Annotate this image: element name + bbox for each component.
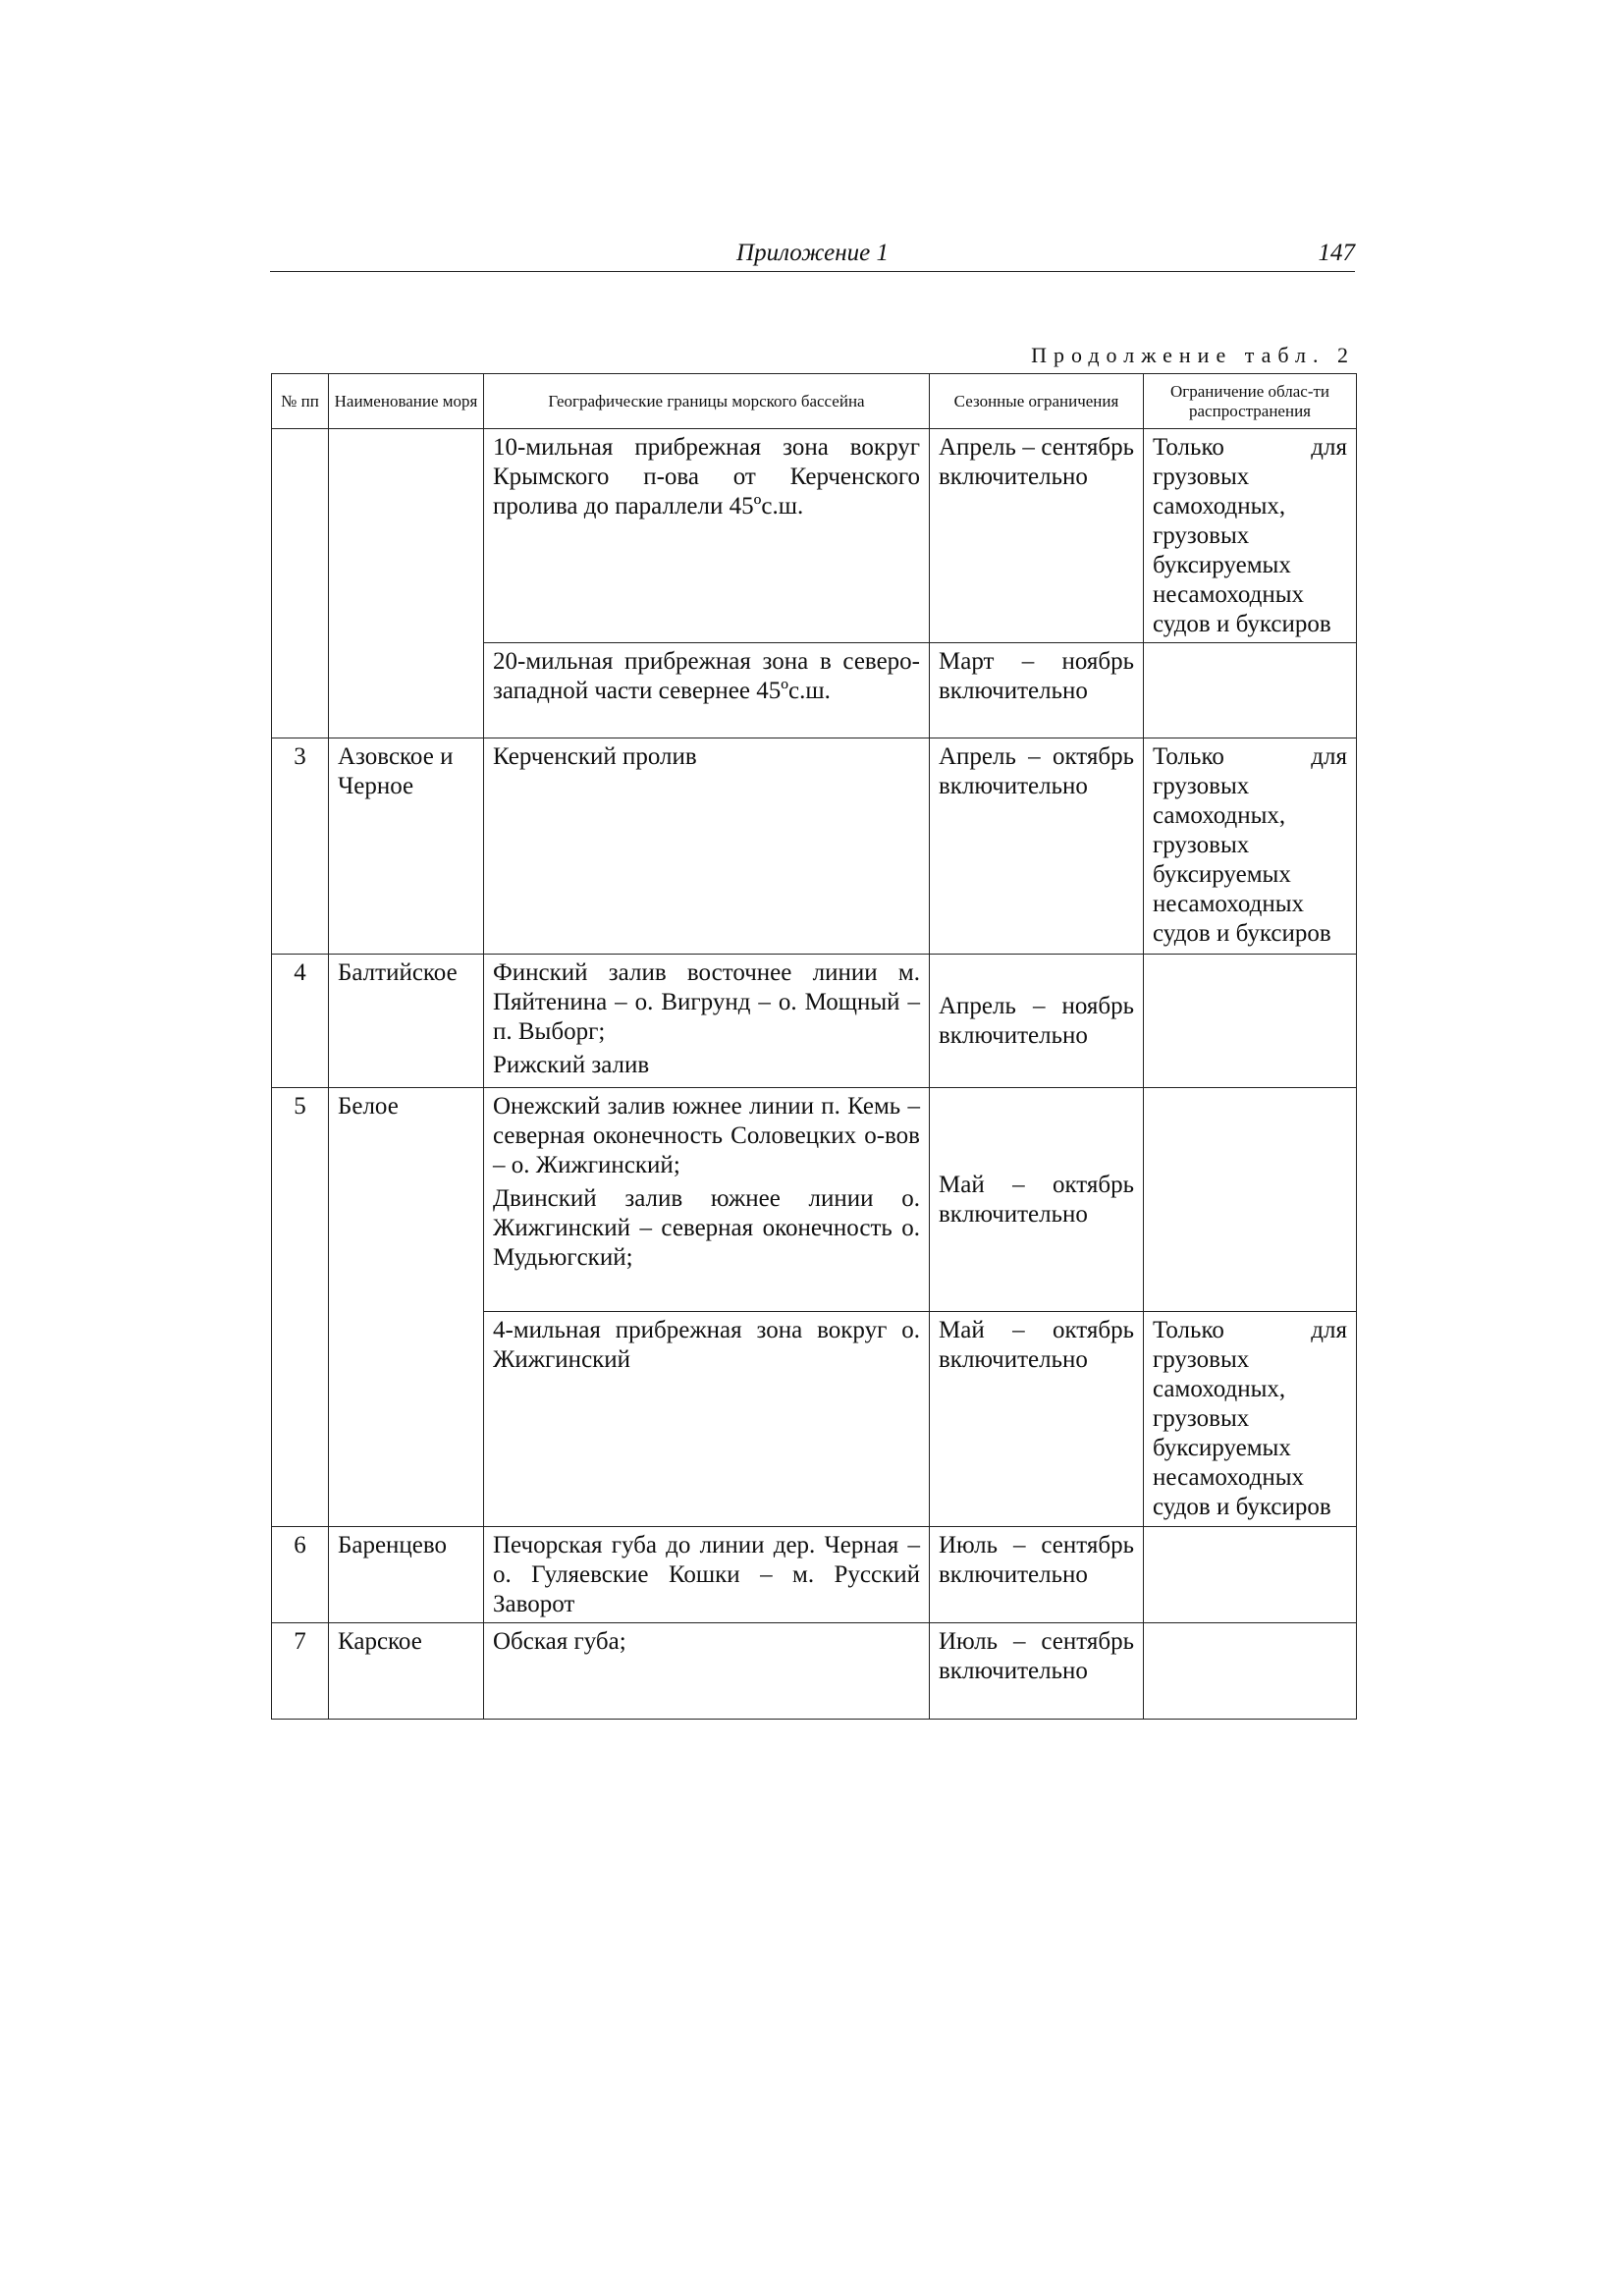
season-limits: Июль – сентябрь включительно — [930, 1527, 1144, 1623]
geo-bounds-text: 20-мильная прибрежная зона в северо-западной части севернее 45ºс.ш. — [493, 648, 920, 704]
table-header-row — [272, 374, 1357, 429]
sea-name: Баренцево — [329, 1527, 484, 1623]
geo-bounds-text: 4-мильная прибрежная зона вокруг о. Жижгинский — [493, 1317, 920, 1373]
geo-bounds — [484, 429, 930, 643]
geo-bounds — [484, 738, 930, 955]
area-limits: Только для грузовых самоходных, грузовых буксируемых несамоходных судов и буксиров — [1144, 1312, 1357, 1527]
geo-bounds — [484, 955, 930, 1088]
area-limits — [1144, 1088, 1357, 1312]
row-number: 6 — [272, 1527, 329, 1623]
geo-bounds — [484, 1527, 930, 1623]
col-header-number: № пп — [272, 374, 329, 429]
area-limits — [1144, 1527, 1357, 1623]
geo-bounds-text: Онежский залив южнее линии п. Кемь – северная оконечность Соловецких о-вов – о. Жижгинский; — [493, 1093, 920, 1178]
geo-bounds-text: Обская губа; — [493, 1628, 626, 1655]
season-limits: Апрель – октябрь включительно — [930, 738, 1144, 955]
geo-bounds-text: Финский залив восточнее линии м. Пяйтенина – о. Вигрунд – о. Мощный – п. Выборг; — [493, 959, 920, 1045]
page-number: 147 — [1318, 240, 1355, 266]
area-limits: Только для грузовых самоходных, грузовых буксируемых несамоходных судов и буксиров — [1144, 429, 1357, 643]
geo-bounds — [484, 1623, 930, 1720]
geo-bounds — [484, 643, 930, 738]
row-number: 3 — [272, 738, 329, 955]
col-header-season: Сезонные ограничения — [930, 374, 1144, 429]
sea-name: Карское — [329, 1623, 484, 1720]
geo-bounds-text: Печорская губа до линии дер. Черная – о. Гуляевские Кошки – м. Русский Заворот — [493, 1532, 920, 1617]
col-header-limit: Ограничение облас-ти распространения — [1144, 374, 1357, 429]
season-limits: Апрель – сентябрь включительно — [930, 429, 1144, 643]
row-number: 7 — [272, 1623, 329, 1720]
row-number — [272, 429, 329, 738]
area-limits — [1144, 643, 1357, 738]
season-limits: Июль – сентябрь включительно — [930, 1623, 1144, 1720]
sea-name — [329, 429, 484, 738]
geo-bounds-text: Керченский пролив — [493, 743, 697, 770]
geo-bounds — [484, 1312, 930, 1527]
table-row — [272, 738, 1357, 955]
area-limits: Только для грузовых самоходных, грузовых буксируемых несамоходных судов и буксиров — [1144, 738, 1357, 955]
table-row — [272, 1088, 1357, 1312]
table-row — [272, 429, 1357, 643]
season-limits: Апрель – ноябрь включительно — [930, 955, 1144, 1088]
table-row — [272, 955, 1357, 1088]
row-number: 4 — [272, 955, 329, 1088]
geo-bounds-text: 10-мильная прибрежная зона вокруг Крымского п-ова от Керченского пролива до параллели 45ºс.ш. — [493, 434, 920, 519]
col-header-geo: Географические границы морского бассейна — [484, 374, 930, 429]
table-caption: Продолжение табл. 2 — [1031, 343, 1355, 367]
season-limits: Март – ноябрь включительно — [930, 643, 1144, 738]
table-row — [272, 1623, 1357, 1720]
geo-bounds — [484, 1088, 930, 1312]
area-limits — [1144, 955, 1357, 1088]
sea-name: Балтийское — [329, 955, 484, 1088]
geo-bounds-text: Рижский залив — [493, 1052, 650, 1078]
geo-bounds-text: Двинский залив южнее линии о. Жижгинский – северная оконечность о. Мудьюгский; — [493, 1185, 920, 1271]
row-number: 5 — [272, 1088, 329, 1527]
table-row — [272, 1527, 1357, 1623]
page-header — [270, 240, 1355, 272]
area-limits — [1144, 1623, 1357, 1720]
sea-limits-table — [271, 373, 1357, 1720]
season-limits: Май – октябрь включительно — [930, 1088, 1144, 1312]
sea-name: Белое — [329, 1088, 484, 1527]
sea-name: Азовское и Черное — [329, 738, 484, 955]
header-title: Приложение 1 — [736, 240, 889, 266]
season-limits: Май – октябрь включительно — [930, 1312, 1144, 1527]
col-header-sea: Наименование моря — [329, 374, 484, 429]
